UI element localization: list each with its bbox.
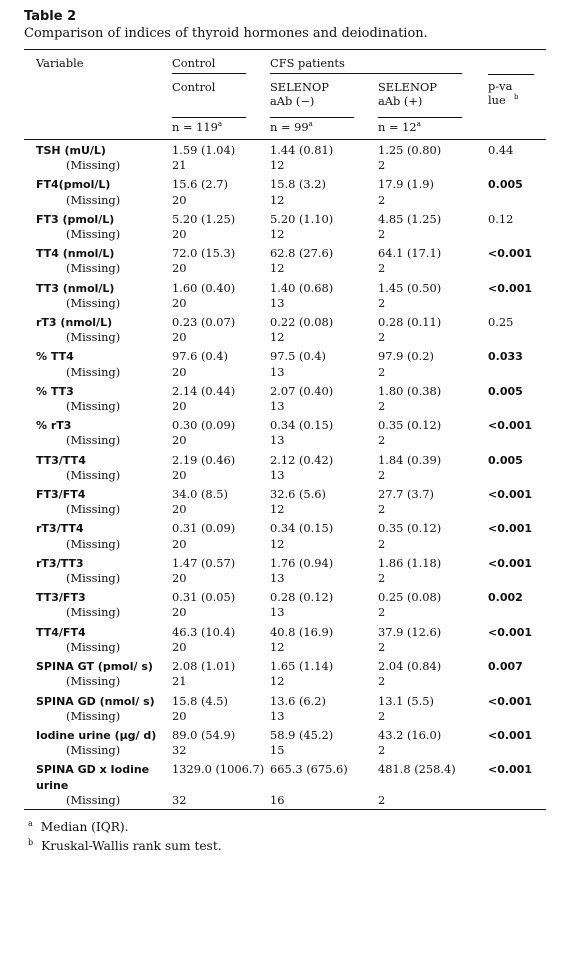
table-row	[24, 484, 546, 502]
table-row	[24, 346, 546, 364]
pvalue-cell: <0.001	[488, 556, 533, 570]
selenop-neg-value-cell: 0.34 (0.15)	[270, 418, 334, 433]
selenop-pos-value-cell: 0.28 (0.11)	[378, 315, 442, 330]
missing-pvalue-empty	[488, 433, 546, 449]
missing-row	[24, 296, 546, 312]
control-value-cell: 97.6 (0.4)	[172, 349, 228, 364]
table-row	[24, 622, 546, 640]
missing-count-cell: 13	[270, 295, 285, 310]
selenop-pos-value-cell: 1.86 (1.18)	[378, 555, 442, 570]
missing-pvalue-empty	[488, 743, 546, 759]
selenop-neg-value-cell: 1.44 (0.81)	[270, 143, 334, 157]
missing-pvalue-empty	[488, 330, 546, 346]
variable-cell: FT4(pmol/L)	[36, 178, 111, 192]
missing-count-cell: 12	[270, 674, 285, 689]
selenop-pos-value-cell: 17.9 (1.9)	[378, 177, 434, 192]
table-caption: Comparison of indices of thyroid hormones and deiodination.	[24, 26, 428, 41]
variable-cell: rT3/TT3	[36, 556, 84, 570]
selenop-pos-value-cell: 1.84 (0.39)	[378, 452, 442, 467]
missing-pvalue-empty	[488, 193, 546, 209]
pvalue-cell: <0.001	[488, 522, 533, 536]
header-control-group: Control	[172, 56, 216, 70]
control-value-cell: 1.59 (1.04)	[172, 143, 236, 157]
selenop-neg-value-cell: 1.40 (0.68)	[270, 280, 334, 295]
control-value-cell: 0.23 (0.07)	[172, 315, 236, 330]
selenop-pos-value-cell: 1.25 (0.80)	[378, 143, 442, 157]
variable-cell: SPINA GD (nmol/ s)	[36, 694, 155, 708]
selenop-neg-value-cell: 58.9 (45.2)	[270, 727, 334, 742]
missing-row	[24, 709, 546, 725]
selenop-neg-value-cell: 62.8 (27.6)	[270, 246, 334, 261]
selenop-neg-value-cell: 0.22 (0.08)	[270, 315, 334, 330]
missing-row	[24, 227, 546, 243]
missing-row	[24, 261, 546, 277]
variable-cell: TT3 (nmol/L)	[36, 281, 115, 295]
missing-pvalue-empty	[488, 571, 546, 587]
missing-count-cell: 2	[378, 571, 386, 586]
missing-count-cell: 32	[172, 792, 187, 807]
missing-count-cell: 2	[378, 502, 386, 517]
missing-count-cell: 13	[270, 399, 285, 414]
header-cfs-group: CFS patients	[270, 56, 345, 70]
footnote-mark: b	[28, 837, 34, 847]
selenop-neg-value-cell: 0.34 (0.15)	[270, 521, 334, 536]
variable-cell: % rT3	[36, 419, 72, 433]
pvalue-cell: <0.001	[488, 419, 533, 433]
missing-label: (Missing)	[66, 261, 121, 276]
missing-label: (Missing)	[66, 399, 121, 414]
variable-cell: rT3 (nmol/L)	[36, 316, 113, 330]
control-value-cell: 1329.0 (1006.7)	[172, 762, 265, 777]
missing-row	[24, 571, 546, 587]
variable-cell: TT3/FT3	[36, 591, 86, 605]
missing-count-cell: 2	[378, 536, 386, 551]
missing-count-cell: 12	[270, 192, 285, 207]
control-value-cell: 1.47 (0.57)	[172, 555, 236, 570]
footnote-a	[28, 818, 546, 837]
control-value-cell: 2.08 (1.01)	[172, 659, 236, 674]
selenop-neg-value-cell: 2.12 (0.42)	[270, 452, 334, 467]
pvalue-cell: <0.001	[488, 728, 533, 742]
variable-cell: % TT4	[36, 350, 74, 364]
missing-count-cell: 2	[378, 605, 386, 620]
selenop-pos-value-cell: 0.35 (0.12)	[378, 521, 442, 536]
missing-row	[24, 640, 546, 656]
missing-row	[24, 793, 546, 809]
missing-row	[24, 605, 546, 621]
control-value-cell: 0.30 (0.09)	[172, 418, 236, 433]
missing-label: (Missing)	[66, 605, 121, 620]
footnote-text: Kruskal-Wallis rank sum test.	[41, 838, 222, 853]
pvalue-cell: <0.001	[488, 247, 533, 261]
missing-label: (Missing)	[66, 708, 121, 723]
header-n-pos: n = 12	[378, 120, 417, 134]
missing-count-cell: 2	[378, 467, 386, 482]
header-selenop-pos: SELENOP aAb (+)	[378, 80, 437, 108]
missing-count-cell: 20	[172, 605, 187, 620]
selenop-pos-value-cell: 1.45 (0.50)	[378, 280, 442, 295]
missing-count-cell: 21	[172, 158, 187, 173]
selenop-pos-value-cell: 37.9 (12.6)	[378, 624, 442, 639]
header-selenop-neg: SELENOP aAb (−)	[270, 80, 329, 108]
missing-label: (Missing)	[66, 192, 121, 207]
missing-label: (Missing)	[66, 571, 121, 586]
variable-cell: Iodine urine (µg/ d)	[36, 728, 157, 742]
missing-count-cell: 20	[172, 399, 187, 414]
missing-pvalue-empty	[488, 399, 546, 415]
selenop-pos-value-cell: 64.1 (17.1)	[378, 246, 442, 261]
pvalue-cell: 0.033	[488, 350, 523, 364]
table-row	[24, 278, 546, 296]
missing-count-cell: 15	[270, 743, 285, 758]
control-value-cell: 0.31 (0.05)	[172, 590, 236, 605]
bottom-rule	[24, 809, 546, 810]
table-row	[24, 450, 546, 468]
selenop-neg-value-cell: 0.28 (0.12)	[270, 590, 334, 605]
missing-label: (Missing)	[66, 330, 121, 345]
variable-cell: TT3/TT4	[36, 453, 86, 467]
table-row	[24, 759, 546, 792]
control-value-cell: 89.0 (54.9)	[172, 727, 236, 742]
control-value-cell: 1.60 (0.40)	[172, 280, 236, 295]
control-value-cell: 34.0 (8.5)	[172, 487, 228, 502]
selenop-neg-value-cell: 32.6 (5.6)	[270, 487, 326, 502]
pvalue-cell: <0.001	[488, 694, 533, 708]
table-label: Table 2	[24, 9, 77, 24]
pvalue-cell: 0.25	[488, 315, 514, 330]
variable-cell: SPINA GD x Iodine urine	[36, 763, 150, 792]
table-row	[24, 209, 546, 227]
missing-count-cell: 20	[172, 364, 187, 379]
selenop-neg-value-cell: 13.6 (6.2)	[270, 693, 326, 708]
selenop-pos-value-cell: 97.9 (0.2)	[378, 349, 434, 364]
n-sup-control: a	[217, 120, 223, 129]
selenop-pos-value-cell: 2.04 (0.84)	[378, 659, 442, 674]
missing-count-cell: 2	[378, 364, 386, 379]
header-pvalue-sup: b	[514, 93, 519, 102]
n-sup-neg: a	[308, 120, 313, 129]
table-row	[24, 518, 546, 536]
footnotes	[24, 818, 546, 856]
selenop-neg-value-cell: 15.8 (3.2)	[270, 177, 326, 192]
control-value-cell: 5.20 (1.25)	[172, 211, 236, 226]
missing-count-cell: 13	[270, 708, 285, 723]
missing-count-cell: 2	[378, 192, 386, 207]
pvalue-cell: <0.001	[488, 763, 533, 777]
missing-count-cell: 2	[378, 639, 386, 654]
missing-pvalue-empty	[488, 674, 546, 690]
control-value-cell: 15.6 (2.7)	[172, 177, 228, 192]
missing-count-cell: 2	[378, 295, 386, 310]
missing-count-cell: 12	[270, 330, 285, 345]
missing-pvalue-empty	[488, 640, 546, 656]
selenop-pos-value-cell: 13.1 (5.5)	[378, 693, 434, 708]
missing-row	[24, 158, 546, 174]
selenop-pos-value-cell: 0.25 (0.08)	[378, 590, 442, 605]
missing-row	[24, 743, 546, 759]
selenop-pos-value-cell: 4.85 (1.25)	[378, 211, 442, 226]
footnote-text: Median (IQR).	[40, 819, 129, 834]
pvalue-cell: <0.001	[488, 625, 533, 639]
missing-count-cell: 12	[270, 502, 285, 517]
pvalue-cell: 0.007	[488, 660, 523, 674]
pvalue-cell: <0.001	[488, 281, 533, 295]
table-row	[24, 691, 546, 709]
missing-row	[24, 537, 546, 553]
footnote-mark: a	[28, 818, 33, 828]
table-row	[24, 243, 546, 261]
missing-count-cell: 2	[378, 261, 386, 276]
missing-label: (Missing)	[66, 295, 121, 310]
missing-label: (Missing)	[66, 536, 121, 551]
missing-count-cell: 2	[378, 330, 386, 345]
variable-cell: TT4/FT4	[36, 625, 86, 639]
header-pvalue: p-value	[488, 79, 513, 107]
missing-count-cell: 13	[270, 605, 285, 620]
selenop-neg-value-cell: 1.65 (1.14)	[270, 659, 334, 674]
missing-label: (Missing)	[66, 467, 121, 482]
table-row	[24, 553, 546, 571]
table-row	[24, 312, 546, 330]
variable-cell: SPINA GT (pmol/ s)	[36, 660, 153, 674]
pvalue-cell: 0.005	[488, 384, 523, 398]
control-value-cell: 15.8 (4.5)	[172, 693, 228, 708]
missing-count-cell: 20	[172, 192, 187, 207]
selenop-neg-value-cell: 2.07 (0.40)	[270, 383, 334, 398]
missing-pvalue-empty	[488, 158, 546, 174]
missing-label: (Missing)	[66, 674, 121, 689]
missing-count-cell: 12	[270, 536, 285, 551]
selenop-neg-value-cell: 1.76 (0.94)	[270, 555, 334, 570]
control-value-cell: 46.3 (10.4)	[172, 624, 236, 639]
missing-count-cell: 20	[172, 227, 187, 242]
missing-label: (Missing)	[66, 792, 121, 807]
missing-row	[24, 399, 546, 415]
variable-cell: FT3/FT4	[36, 488, 86, 502]
pvalue-cell: 0.005	[488, 453, 523, 467]
missing-row	[24, 468, 546, 484]
table-row	[24, 174, 546, 192]
header-variable: Variable	[36, 56, 84, 70]
missing-count-cell: 13	[270, 571, 285, 586]
selenop-pos-value-cell: 1.80 (0.38)	[378, 383, 442, 398]
variable-cell: % TT3	[36, 384, 74, 398]
table-row	[24, 415, 546, 433]
selenop-pos-value-cell: 481.8 (258.4)	[378, 762, 456, 777]
control-value-cell: 2.19 (0.46)	[172, 452, 236, 467]
missing-row	[24, 433, 546, 449]
missing-pvalue-empty	[488, 502, 546, 518]
control-value-cell: 72.0 (15.3)	[172, 246, 236, 261]
missing-label: (Missing)	[66, 433, 121, 448]
table-head	[24, 50, 546, 140]
variable-cell: FT3 (pmol/L)	[36, 212, 115, 226]
missing-label: (Missing)	[66, 364, 121, 379]
variable-cell: TSH (mU/L)	[36, 144, 106, 157]
missing-label: (Missing)	[66, 158, 121, 173]
missing-count-cell: 2	[378, 792, 386, 807]
variable-cell: rT3/TT4	[36, 522, 84, 536]
missing-row	[24, 674, 546, 690]
missing-label: (Missing)	[66, 639, 121, 654]
selenop-pos-value-cell: 43.2 (16.0)	[378, 727, 442, 742]
missing-count-cell: 2	[378, 399, 386, 414]
selenop-neg-value-cell: 97.5 (0.4)	[270, 349, 326, 364]
pvalue-cell: 0.44	[488, 143, 514, 157]
missing-count-cell: 2	[378, 433, 386, 448]
table-body	[24, 140, 546, 809]
missing-count-cell: 2	[378, 708, 386, 723]
missing-count-cell: 20	[172, 330, 187, 345]
missing-count-cell: 20	[172, 295, 187, 310]
missing-count-cell: 12	[270, 158, 285, 173]
missing-count-cell: 20	[172, 467, 187, 482]
missing-count-cell: 2	[378, 674, 386, 689]
missing-count-cell: 16	[270, 792, 285, 807]
variable-cell: TT4 (nmol/L)	[36, 247, 115, 261]
missing-count-cell: 2	[378, 227, 386, 242]
selenop-pos-value-cell: 27.7 (3.7)	[378, 487, 434, 502]
selenop-pos-value-cell: 0.35 (0.12)	[378, 418, 442, 433]
missing-count-cell: 2	[378, 743, 386, 758]
missing-label: (Missing)	[66, 227, 121, 242]
missing-row	[24, 193, 546, 209]
missing-count-cell: 2	[378, 158, 386, 173]
missing-count-cell: 32	[172, 743, 187, 758]
missing-count-cell: 21	[172, 674, 187, 689]
missing-count-cell: 12	[270, 227, 285, 242]
missing-count-cell: 20	[172, 502, 187, 517]
header-control-sub: Control	[172, 80, 216, 94]
missing-count-cell: 20	[172, 571, 187, 586]
header-n-neg: n = 99	[270, 120, 309, 134]
missing-count-cell: 13	[270, 433, 285, 448]
missing-pvalue-empty	[488, 296, 546, 312]
selenop-neg-value-cell: 40.8 (16.9)	[270, 624, 334, 639]
missing-pvalue-empty	[488, 468, 546, 484]
header-n-control: n = 119	[172, 120, 218, 134]
missing-pvalue-empty	[488, 793, 546, 809]
missing-pvalue-empty	[488, 709, 546, 725]
table-row	[24, 725, 546, 743]
missing-count-cell: 13	[270, 364, 285, 379]
missing-row	[24, 365, 546, 381]
table-row	[24, 587, 546, 605]
missing-pvalue-empty	[488, 227, 546, 243]
pvalue-cell: 0.12	[488, 211, 514, 226]
table-row	[24, 140, 546, 158]
missing-pvalue-empty	[488, 365, 546, 381]
control-value-cell: 2.14 (0.44)	[172, 383, 236, 398]
missing-count-cell: 20	[172, 639, 187, 654]
missing-count-cell: 12	[270, 639, 285, 654]
pvalue-cell: 0.005	[488, 178, 523, 192]
missing-label: (Missing)	[66, 743, 121, 758]
missing-count-cell: 20	[172, 433, 187, 448]
n-sup-pos: a	[416, 120, 421, 129]
selenop-neg-value-cell: 665.3 (675.6)	[270, 762, 348, 777]
missing-row	[24, 330, 546, 346]
table-row	[24, 381, 546, 399]
missing-count-cell: 20	[172, 536, 187, 551]
missing-count-cell: 13	[270, 467, 285, 482]
missing-count-cell: 20	[172, 708, 187, 723]
footnote-b	[28, 837, 546, 856]
missing-pvalue-empty	[488, 605, 546, 621]
data-table	[24, 50, 546, 809]
missing-row	[24, 502, 546, 518]
missing-count-cell: 20	[172, 261, 187, 276]
control-value-cell: 0.31 (0.09)	[172, 521, 236, 536]
missing-pvalue-empty	[488, 261, 546, 277]
missing-label: (Missing)	[66, 502, 121, 517]
pvalue-cell: 0.002	[488, 591, 523, 605]
pvalue-cell: <0.001	[488, 488, 533, 502]
missing-count-cell: 12	[270, 261, 285, 276]
selenop-neg-value-cell: 5.20 (1.10)	[270, 211, 334, 226]
table-row	[24, 656, 546, 674]
missing-pvalue-empty	[488, 537, 546, 553]
